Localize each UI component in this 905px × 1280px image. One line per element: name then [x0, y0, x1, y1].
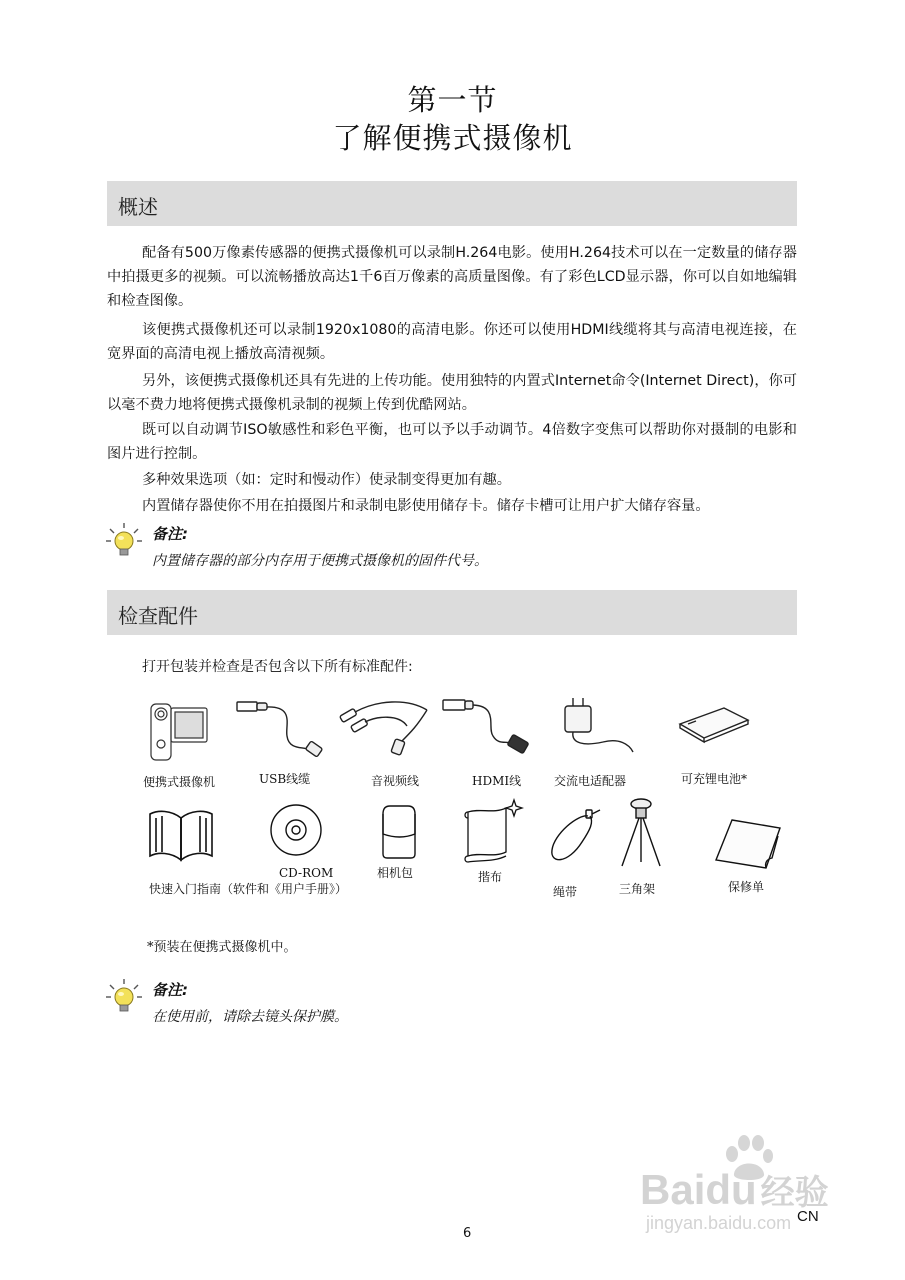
page-number: 6 — [463, 1226, 472, 1241]
tripod-icon — [614, 796, 668, 870]
accessory-label-usb-cable: USB线缆 — [259, 772, 311, 786]
overview-paragraph-2: 该便携式摄像机还可以录制1920x1080的高清电影。你还可以使用HDMI线缆将其与高清电视连接，在宽界面的高清电视上播放高清视频。 — [107, 322, 797, 362]
warranty-card-icon — [712, 818, 782, 870]
note-title: 备注: — [152, 981, 188, 999]
overview-heading: 概述 — [118, 195, 158, 219]
overview-paragraph-3: 另外，该便携式摄像机还具有先进的上传功能。使用独特的内置式Internet命令(Internet Direct)，你可以毫不费力地将便携式摄像机录制的视频上传到优酷网站。 — [107, 373, 797, 413]
accessory-label-cleaning-cloth: 揩布 — [478, 870, 503, 884]
note-text: 在使用前，请除去镜头保护膜。 — [152, 1009, 348, 1025]
battery-icon — [676, 704, 752, 744]
accessory-label-quick-guide: 快速入门指南（软件和《用户手册》） — [149, 882, 348, 896]
quick-guide-icon — [146, 806, 216, 864]
watermark-url: jingyan.baidu.com — [646, 1213, 792, 1233]
overview-paragraph-4: 既可以自动调节ISO敏感性和彩色平衡，也可以予以手动调节。4倍数字变焦可以帮助你对摄制的电影和图片进行控制。 — [107, 422, 797, 462]
lightbulb-icon — [104, 978, 144, 1014]
accessory-label-ac-adapter: 交流电适配器 — [554, 774, 627, 788]
watermark-brand: Baidu 经验 — [640, 1166, 829, 1213]
accessory-label-camera-pouch: 相机包 — [377, 866, 414, 880]
accessories-heading: 检查配件 — [118, 604, 198, 628]
lightbulb-icon — [104, 522, 144, 558]
overview-paragraph-6: 内置储存器使你不用在拍摄图片和录制电影使用储存卡。储存卡槽可让用户扩大储存容量。 — [142, 498, 710, 514]
accessory-label-tripod: 三角架 — [619, 882, 656, 896]
overview-heading-bar — [107, 181, 797, 226]
language-code: CN — [797, 1208, 819, 1225]
accessory-label-av-cable: 音视频线 — [371, 774, 420, 788]
accessory-label-strap: 绳带 — [553, 885, 578, 899]
accessory-label-warranty-card: 保修单 — [728, 880, 765, 894]
cd-rom-icon — [268, 802, 324, 858]
camera-pouch-icon — [380, 804, 418, 860]
preinstalled-footnote: *预装在便携式摄像机中。 — [147, 940, 297, 955]
accessory-label-camcorder: 便携式摄像机 — [143, 775, 216, 789]
ac-adapter-icon — [553, 692, 639, 756]
accessory-label-battery: 可充锂电池* — [681, 772, 748, 786]
hdmi-cable-icon — [441, 696, 533, 760]
accessories-intro: 打开包装并检查是否包含以下所有标准配件: — [142, 659, 413, 675]
note-text: 内置储存器的部分内存用于便携式摄像机的固件代号。 — [152, 553, 488, 569]
usb-cable-icon — [235, 696, 327, 764]
section-number: 第一节 — [407, 83, 498, 117]
accessories-heading-bar — [107, 590, 797, 635]
accessory-label-cd-rom: CD-ROM — [279, 866, 334, 880]
page-title: 了解便携式摄像机 — [332, 121, 573, 155]
camcorder-icon — [143, 698, 213, 764]
note-title: 备注: — [152, 525, 188, 543]
av-cable-icon — [337, 696, 437, 762]
overview-paragraph-1: 配备有500万像素传感器的便携式摄像机可以录制H.264电影。使用H.264技术可以在一定数量的储存器中拍摄更多的视频。可以流畅播放高达1千6百万像素的高质量图像。有了彩色LCD显示器，你可以自如地编辑和检查图像。 — [107, 245, 797, 309]
accessory-label-hdmi-cable: HDMI线 — [472, 774, 522, 788]
overview-paragraph-5: 多种效果选项（如：定时和慢动作）使录制变得更加有趣。 — [142, 472, 511, 488]
strap-icon — [548, 808, 606, 868]
cleaning-cloth-icon — [460, 798, 524, 864]
